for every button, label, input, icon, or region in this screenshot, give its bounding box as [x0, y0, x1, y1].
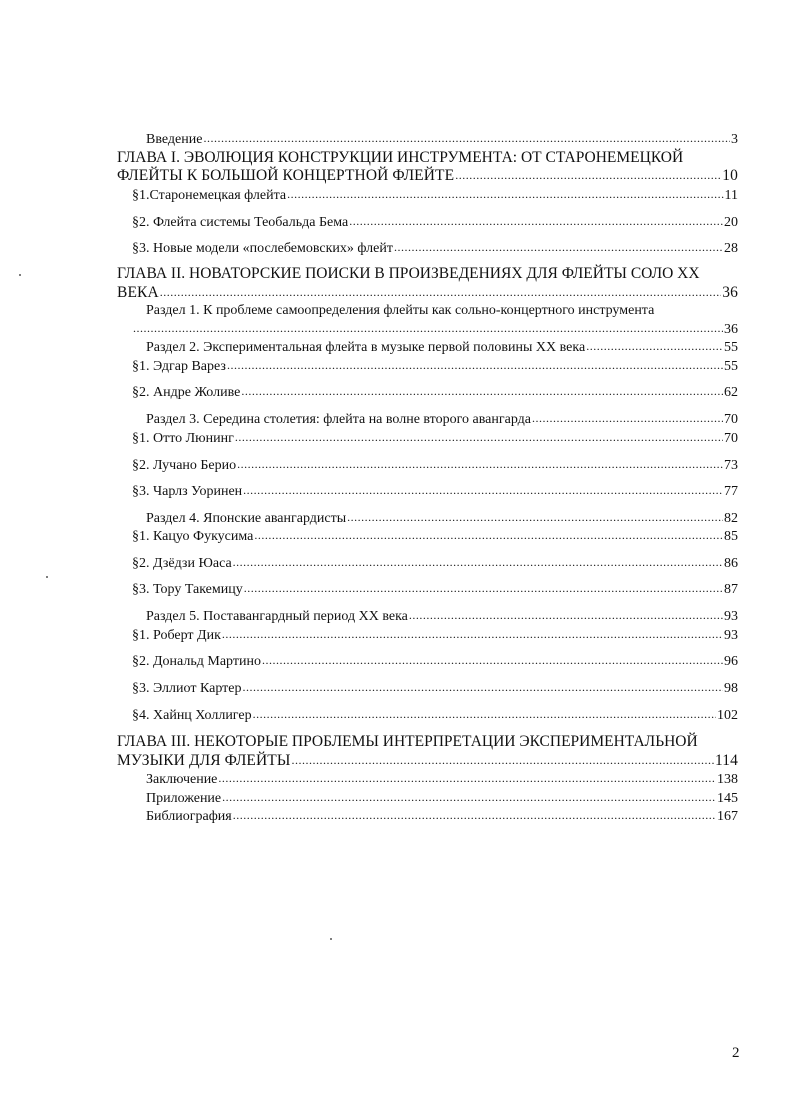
dot-leader — [532, 410, 723, 426]
dot-leader — [242, 679, 723, 695]
toc-entry-intro — [146, 131, 738, 148]
dot-leader — [262, 652, 723, 668]
toc-entry-ch1-s3: §3. Новые модели «послебемовских» флейт ..... 28 — [132, 240, 738, 257]
chapter-1-heading: ГЛАВА I. ЭВОЛЮЦИЯ КОНСТРУКЦИИ ИНСТРУМЕНТА: ОТ СТАРОНЕМЕЦКОЙ — [117, 149, 684, 166]
toc-entry-section-2: Раздел 2. Экспериментальная флейта в музыке первой половины XX века ..... 55 — [146, 339, 738, 356]
scan-speck — [330, 938, 332, 940]
toc-entry-r2s1: §1. Эдгар Варез ..... 55 — [132, 358, 738, 375]
toc-entry-page: 3 — [731, 132, 738, 147]
toc-entry-chapter-2: ВЕКА ..... 36 — [117, 285, 738, 301]
toc-entry-section-1: ..... 36 — [132, 321, 738, 338]
page-number: 2 — [732, 1045, 740, 1061]
toc-entry-section-3: Раздел 3. Середина столетия: флейта на волне второго авангарда ..... 70 — [146, 411, 738, 428]
toc-entry-page: 10 — [722, 167, 738, 184]
toc-entry-r5s2: §2. Дональд Мартино ..... 96 — [132, 653, 738, 670]
toc-entry-label: ФЛЕЙТЫ К БОЛЬШОЙ КОНЦЕРТНОЙ ФЛЕЙТЕ — [117, 167, 455, 184]
dot-leader — [253, 706, 716, 722]
dot-leader — [455, 167, 721, 183]
dot-leader — [133, 320, 723, 336]
scan-speck — [46, 576, 48, 578]
toc-entry-label: Введение — [146, 132, 203, 147]
toc-entry-chapter-1 — [117, 168, 738, 184]
toc-entry-r3s3: §3. Чарлз Уоринен ..... 77 — [132, 483, 738, 500]
toc-entry-r4s2: §2. Дзёдзи Юаса ..... 86 — [132, 555, 738, 572]
dot-leader — [349, 213, 723, 229]
toc-entry-ch1-s1: §1.Старонемецкая флейта ..... 11 — [132, 187, 738, 204]
dot-leader — [409, 607, 723, 623]
toc-entry-section-5: Раздел 5. Поставангардный период XX века ..... 93 — [146, 608, 738, 625]
section-1-heading: Раздел 1. К проблеме самоопределения флейты как сольно-концертного инструмента — [146, 303, 655, 318]
toc-entry-r5s1: §1. Роберт Дик ..... 93 — [132, 627, 738, 644]
toc-entry-ch1-s2: §2. Флейта системы Теобальда Бема ..... 20 — [132, 214, 738, 231]
toc-entry-r3s2: §2. Лучано Берио ..... 73 — [132, 457, 738, 474]
dot-leader — [287, 186, 723, 202]
dot-leader — [244, 580, 723, 596]
dot-leader — [241, 383, 723, 399]
dot-leader — [586, 338, 723, 354]
dot-leader — [233, 807, 716, 823]
toc-entry-r5s4: §4. Хайнц Холлигер ..... 102 — [132, 707, 738, 724]
chapter-2-heading: ГЛАВА II. НОВАТОРСКИЕ ПОИСКИ В ПРОИЗВЕДЕНИЯХ ДЛЯ ФЛЕЙТЫ СОЛО XX — [117, 265, 700, 282]
toc-entry-r4s1: §1. Кацуо Фукусима ..... 85 — [132, 528, 738, 545]
toc-entry-conclusion: Заключение ..... 138 — [146, 771, 738, 788]
dot-leader — [235, 429, 723, 445]
toc-entry-bibliography: Библиография ..... 167 — [146, 808, 738, 825]
dot-leader — [243, 482, 723, 498]
dot-leader — [233, 554, 723, 570]
dot-leader — [218, 770, 716, 786]
dot-leader — [203, 130, 730, 146]
dot-leader — [160, 284, 722, 300]
dot-leader — [394, 239, 723, 255]
toc-entry-r5s3: §3. Эллиот Картер ..... 98 — [132, 680, 738, 697]
toc-entry-section-4: Раздел 4. Японские авангардисты ..... 82 — [146, 510, 738, 527]
dot-leader — [347, 509, 723, 525]
dot-leader — [291, 752, 714, 768]
dot-leader — [222, 626, 723, 642]
toc-entry-r4s3: §3. Тору Такемицу ..... 87 — [132, 581, 738, 598]
toc-entry-chapter-3: МУЗЫКИ ДЛЯ ФЛЕЙТЫ ..... 114 — [117, 753, 738, 769]
scan-speck — [19, 274, 21, 276]
toc-entry-r2s2: §2. Андре Жоливе ..... 62 — [132, 384, 738, 401]
dot-leader — [237, 456, 723, 472]
chapter-3-heading: ГЛАВА III. НЕКОТОРЫЕ ПРОБЛЕМЫ ИНТЕРПРЕТАЦИИ ЭКСПЕРИМЕНТАЛЬНОЙ — [117, 733, 698, 750]
toc-entry-appendix: Приложение ..... 145 — [146, 790, 738, 807]
toc-entry-r3s1: §1. Отто Люнинг ..... 70 — [132, 430, 738, 447]
dot-leader — [227, 357, 723, 373]
dot-leader — [254, 527, 723, 543]
dot-leader — [222, 789, 716, 805]
